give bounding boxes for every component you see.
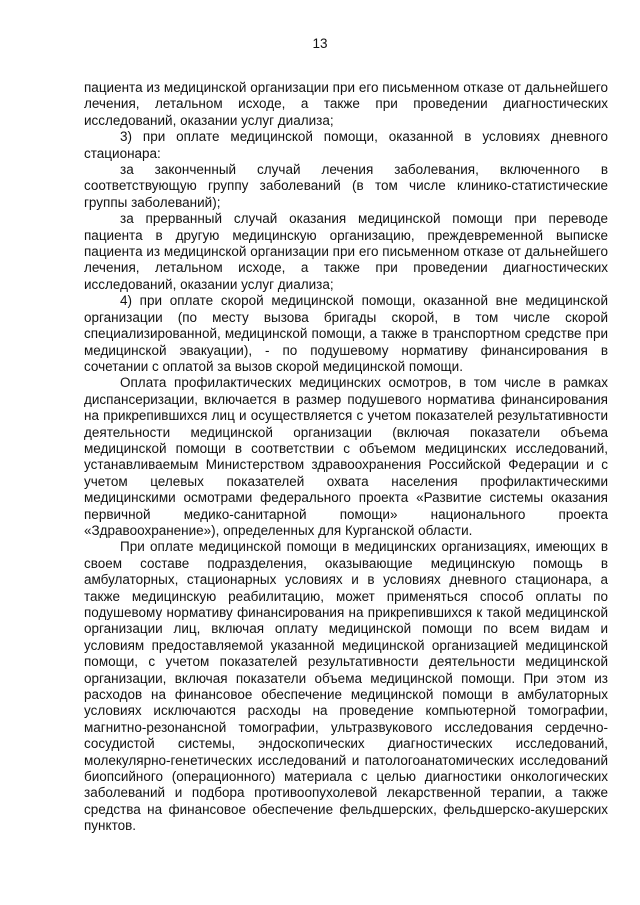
- paragraph: за законченный случай лечения заболевания, включенного в соответствующую группу заболеваний (в том числе клинико-статистические группы заболеваний);: [84, 162, 608, 210]
- page-number: 13: [312, 36, 328, 51]
- paragraph: пациента из медицинской организации при его письменном отказе от дальнейшего лечения, летальном исходе, а также при проведении диагностических исследований, оказании услуг диализа;: [84, 80, 608, 128]
- paragraph: Оплата профилактических медицинских осмотров, в том числе в рамках диспансеризации, включается в размер подушевого норматива финансирования на прикрепившихся лиц и осуществляется с учетом показателей результативности деятельности медицинской организации (включая показатели объема медицинской помощи в соответствии с объемом медицинских исследований, устанавливаемым Министерством здравоохранения Российской Федерации и с учетом целевых показателей охвата населения профилактическими медицинскими осмотрами федерального проекта «Развитие системы оказания первичной медико-санитарной помощи» национального проекта «Здравоохранение»), определенных для Курганской области.: [84, 375, 608, 538]
- paragraph: При оплате медицинской помощи в медицинских организациях, имеющих в своем составе подразделения, оказывающие медицинскую помощь в амбулаторных, стационарных условиях и в условиях дневного стационара, а также медицинскую реабилитацию, может применяться способ оплаты по подушевому нормативу финансирования на прикрепившихся к такой медицинской организации лиц, включая оплату медицинской помощи по всем видам и условиям предоставляемой указанной медицинской организацией медицинской помощи, с учетом показателей результативности деятельности медицинской организации, включая показатели объема медицинской помощи. При этом из расходов на финансовое обеспечение медицинской помощи в амбулаторных условиях исключаются расходы на проведение компьютерной томографии, магнитно-резонансной томографии, ультразвукового исследования сердечно-сосудистой системы, эндоскопических диагностических исследований, молекулярно-генетических исследований и патологоанатомических исследований биопсийного (операционного) материала с целью диагностики онкологических заболеваний и подбора противоопухолевой лекарственной терапии, а также средства на финансовое обеспечение фельдшерских, фельдшерско-акушерских пунктов.: [84, 539, 608, 834]
- document-body: [84, 80, 608, 835]
- paragraph: за прерванный случай оказания медицинской помощи при переводе пациента в другую медицинскую организацию, преждевременной выписке пациента из медицинской организации при его письменном отказе от дальнейшего лечения, летальном исходе, а также при проведении диагностических исследований, оказании услуг диализа;: [84, 211, 608, 292]
- paragraph: 3) при оплате медицинской помощи, оказанной в условиях дневного стационара:: [84, 129, 608, 161]
- paragraph: 4) при оплате скорой медицинской помощи, оказанной вне медицинской организации (по месту вызова бригады скорой, в том числе скорой специализированной, медицинской помощи, а также в транспортном средстве при медицинской эвакуации), - по подушевому нормативу финансирования в сочетании с оплатой за вызов скорой медицинской помощи.: [84, 293, 608, 374]
